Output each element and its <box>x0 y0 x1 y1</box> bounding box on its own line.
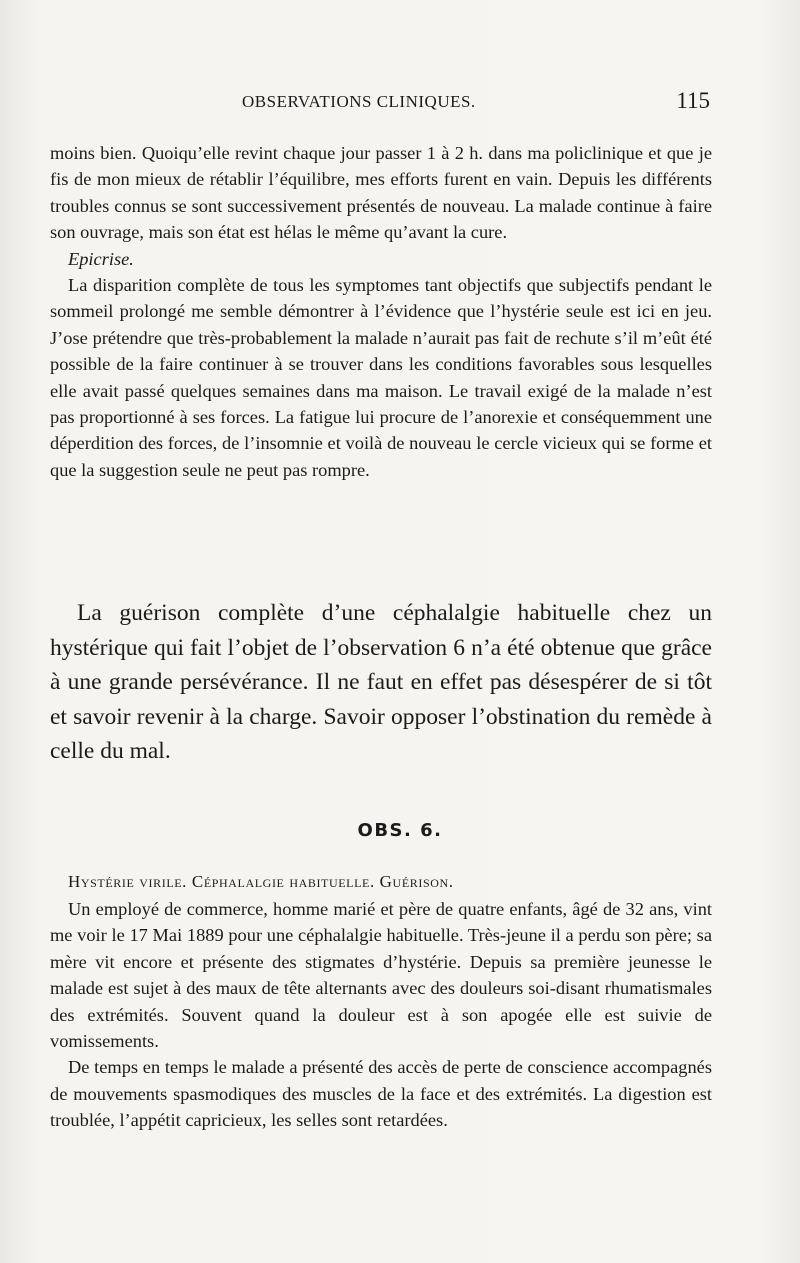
epicrise-paragraph: La disparition complète de tous les symptomes tant objectifs que subjectifs pendant le sommeil prolongé me semble démontrer à l’évidence que l’hystérie seule est ici en jeu. J’ose prétendre que très-probablement la malade n’aurait pas fait de rechute s’il m’eût été possible de la faire continuer à se trouver dans les conditions favorables sous lesquelles elle avait passé quelques semaines dans ma maison. Le travail exigé de la malade n’est pas proportionné à ses forces. La fatigue lui procure de l’anorexie et conséquemment une déperdition des forces, de l’insomnie et voilà de nouveau le cercle vicieux qui se forme et que la suggestion seule ne peut pas rompre. <box>50 275 712 480</box>
observation-paragraph-2: De temps en temps le malade a présenté des accès de perte de conscience accompagnés de mouvements spasmodiques des muscles de la face et des extrémités. La digestion est troublée, l’appétit capricieux, les selles sont retardées. <box>50 1057 712 1131</box>
observation-paragraph-1: Un employé de commerce, homme marié et père de quatre enfants, âgé de 32 ans, vint me voir le 17 Mai 1889 pour une céphalalgie habituelle. Très-jeune il a perdu son père; sa mère vit encore et présente des stigmates d’hystérie. Depuis sa première jeunesse le malade est sujet à des maux de tête alternants avec des douleurs soi-disant rhumatismales des extrémités. Souvent quand la douleur est à son apogée elle est suivie de vomissements. <box>50 899 712 1052</box>
case-heading: Hystérie virile. Céphalalgie habituelle. Guérison. <box>68 872 454 891</box>
observation-intro <box>50 596 712 769</box>
page-number: 115 <box>676 88 710 113</box>
epicrise-heading: Epicrise. <box>68 248 134 269</box>
continuation-paragraph: moins bien. Quoiqu’elle revint chaque jour passer 1 à 2 h. dans ma policlinique et que je fis de mon mieux de rétablir l’équilibre, mes efforts furent en vain. Depuis les différents troubles connus se sont successivement présentés de nouveau. La malade continue à faire son ouvrage, mais son état est hélas le même qu’avant la cure. <box>50 143 712 243</box>
running-title: OBSERVATIONS CLINIQUES. <box>242 92 476 111</box>
observation-title: OBS. 6. <box>357 820 443 841</box>
page-header <box>50 88 710 120</box>
intro-paragraph: La guérison complète d’une céphalalgie habituelle chez un hystérique qui fait l’objet de l’observation 6 n’a été obtenue que grâce à une grande persévérance. Il ne faut en effet pas désespérer de si tôt et savoir revenir à la charge. Savoir opposer l’obstination du remède à celle du mal. <box>50 600 712 764</box>
section-epicrise <box>50 140 712 483</box>
observation-body <box>50 896 712 1134</box>
